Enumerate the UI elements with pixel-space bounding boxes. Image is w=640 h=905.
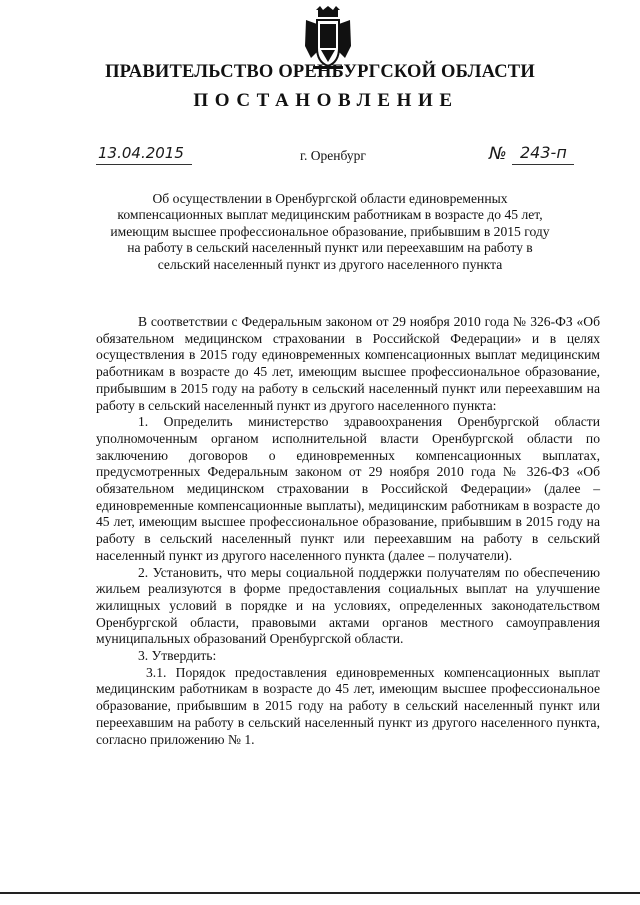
clause-3-paragraph: 3. Утвердить: [138,648,217,664]
preamble-paragraph: В соответствии с Федеральным законом от 29 ноября 2010 года № 326-ФЗ «Об обязательном медицинском страховании в Российской Федерации» и в целях осуществления в 2015 году единовременных компенсационных выплат медицинским работникам в возрасте до 45 лет, имеющим высшее профессиональное образование, прибывшим в 2015 году на работу в сельский населенный пункт или переехавшим на работу в сельский населенный пункт из другого населенного пункта: [96,314,600,413]
clause-3-1-paragraph: 3.1. Порядок предоставления единовременных компенсационных выплат медицинским работникам в возрасте до 45 лет, имеющим высшее профессиональное образование, прибывшим в 2015 году на работу в сельский населенный пункт или переехавшим на работу в сельский населенный пункт из другого населенного пункта, согласно приложению № 1. [96,664,600,747]
organization-name: ПРАВИТЕЛЬСТВО ОРЕНБУРГСКОЙ ОБЛАСТИ [105,62,535,82]
document-subject: Об осуществлении в Оренбургской области единовременных компенсационных выплат медицинским работникам в возрасте до 45 лет, имеющим высшее профессиональное образование, прибывшим в 2015 году на работу в сельский населенный пункт или переехавшим на работу в сельский населенный пункт из другого населенного пункта [110,191,550,272]
city-label: г. Оренбург [300,148,366,163]
handwritten-date: 13.04.2015 [98,144,184,162]
clause-2-paragraph: 2. Установить, что меры социальной поддержки получателям по обеспечению жильем реализуются в форме предоставления социальных выплат на улучшение жилищных условий в порядке и на условиях, определенных законодательством Оренбургской области, правовыми актами органов местного самоуправления муниципальных образований Оренбургской области. [96,564,600,647]
document-body [96,314,600,748]
page-bottom-rule [0,892,640,894]
coat-of-arms-icon [303,6,353,70]
date-field [96,146,192,165]
document-type: ПОСТАНОВЛЕНИЕ [193,90,459,111]
number-label: № [489,144,507,164]
number-field [512,143,574,165]
handwritten-number: 243-п [520,143,567,162]
clause-1-paragraph: 1. Определить министерство здравоохранения Оренбургской области уполномоченным органом исполнительной власти Оренбургской области по заключению договоров о единовременных компенсационных выплатах, предусмотренных Федеральным законом от 29 ноября 2010 года № 326-ФЗ «Об обязательном медицинском страховании в Российской Федерации» (далее – единовременные компенсационные выплаты), медицинским работникам в возрасте до 45 лет, имеющим высшее профессиональное образование, прибывшим в 2015 году на работу в сельский населенный пункт или переехавшим на работу в сельский населенный пункт из другого населенного пункта (далее – получатели). [96,414,600,563]
